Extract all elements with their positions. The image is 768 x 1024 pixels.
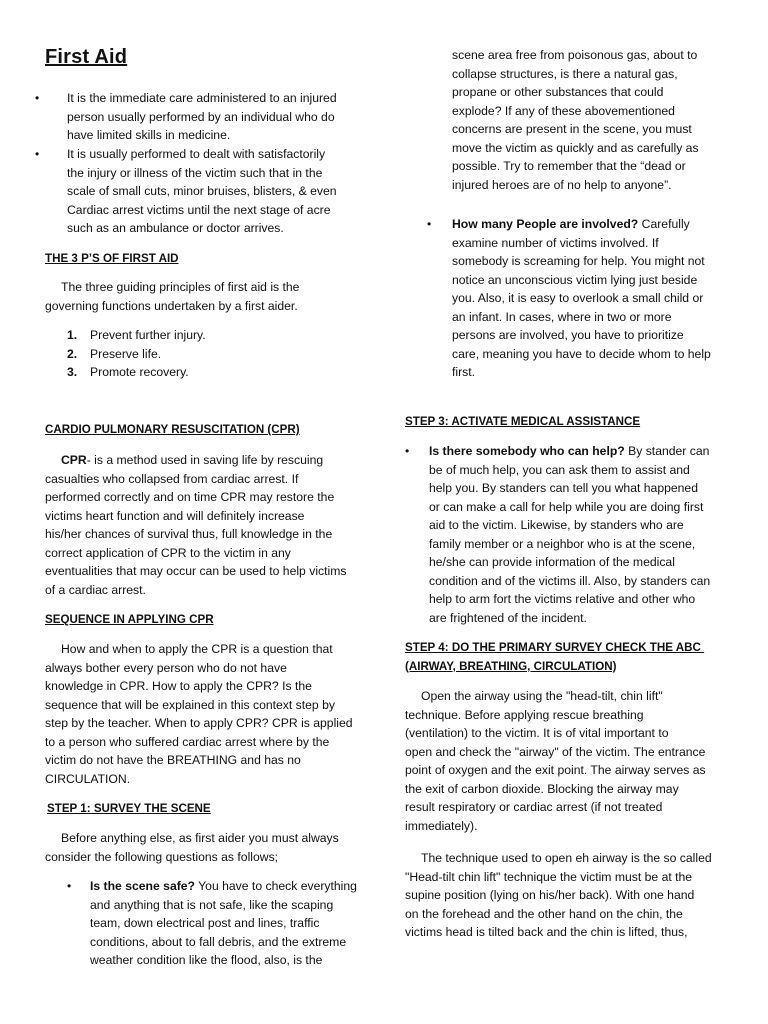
paragraph-line: Open the airway using the "head-tilt, chin lift" (421, 689, 663, 703)
paragraph-line: immediately). (405, 818, 478, 833)
bullet-line: help to arm fort the victims relative and other who (429, 592, 696, 606)
bullet-line: care, meaning you have to decide whom to help (452, 346, 711, 361)
bullet-icon: • (67, 879, 72, 893)
bullet-line: persons are involved, you have to prioritize (452, 328, 684, 342)
list-number: 2. (67, 346, 78, 361)
intro-bullet-2-line: scale of small cuts, minor bruises, blisters, & even (67, 184, 337, 198)
paragraph-line: victim do not have the BREATHING and has no (45, 753, 301, 767)
paragraph-line: CIRCULATION. (45, 771, 131, 786)
scene-safe-question: Is the scene safe? (90, 879, 195, 893)
paragraph-line: The three guiding principles of first aid is the (61, 280, 300, 294)
paragraph-line: victims head is tilted back and the chin is lifted, thus, (405, 925, 688, 939)
bullet-line: examine number of victims involved. If (452, 235, 659, 250)
intro-bullet-2-line: the injury or illness of the victim such that in the (67, 165, 323, 180)
bullet-icon: • (427, 217, 432, 231)
bullet-line: notice an unconscious victim lying just beside (452, 272, 698, 287)
heading-3ps: THE 3 P’S OF FIRST AID (45, 252, 179, 265)
list-item: Prevent further injury. (90, 328, 206, 342)
paragraph-line: CPR- is a method used in saving life by rescuing (61, 453, 324, 467)
heading-step1: STEP 1: SURVEY THE SCENE (47, 802, 211, 815)
bullet-line: or can make a call for help while you are doing first (429, 499, 704, 514)
paragraph-line: The technique used to open eh airway is the so called (421, 851, 712, 865)
paragraph-line: of a cardiac arrest. (45, 582, 146, 597)
bullet-icon: • (405, 444, 410, 458)
bullet-line: he/she can provide information of the medical (429, 555, 675, 569)
bullet-icon: • (35, 147, 40, 161)
bullet-line: team, down electrical post and lines, traffic (90, 916, 320, 930)
list-item: Promote recovery. (90, 365, 189, 379)
bullet-line: injured heroes are of no help to anyone”. (452, 177, 672, 192)
bullet-line: condition and of the victims ill. Also, by standers can (429, 573, 711, 588)
bullet-line: be of much help, you can ask them to assist and (429, 462, 690, 477)
paragraph-line: step by the teacher. When to apply CPR? CPR is applied (45, 716, 353, 730)
paragraph-line: knowledge in CPR. How to apply the CPR? Is the (45, 679, 312, 693)
paragraph-line: point of oxygen and the exit point. The airway serves as (405, 763, 706, 777)
paragraph-line: supine position (lying on his/her back). With one hand (405, 888, 695, 902)
bullet-line: scene area free from poisonous gas, about to (452, 48, 698, 62)
bullet-line: How many People are involved? Carefully (452, 217, 690, 231)
paragraph-line: correct application of CPR to the victim in any (45, 545, 291, 560)
paragraph-line: open and check the "airway" of the victim. The entrance (405, 744, 706, 759)
page-title: First Aid (45, 46, 128, 68)
paragraph-line: victims heart function and will definitely increase (45, 508, 305, 523)
heading-step3: STEP 3: ACTIVATE MEDICAL ASSISTANCE (405, 415, 641, 428)
bullet-line: first. (452, 365, 476, 379)
paragraph-line: his/her chances of survival thus, full knowledge in the (45, 527, 333, 541)
intro-bullet-2-line: such as an ambulance or doctor arrives. (67, 221, 284, 235)
intro-bullet-1-line: have limited skills in medicine. (67, 128, 231, 142)
bullet-line: aid to the victim. Likewise, by standers who are (429, 518, 684, 532)
bullet-line: family member or a neighbor who is at the scene, (429, 536, 696, 551)
heading-cpr: CARDIO PULMONARY RESUSCITATION (CPR) (45, 423, 300, 436)
paragraph-line: always bother every person who do not have (45, 660, 287, 675)
bullet-line: are frightened of the incident. (429, 610, 587, 625)
help-question: Is there somebody who can help? (429, 444, 625, 458)
people-involved-question: How many People are involved? (452, 217, 639, 231)
bullet-line: possible. Try to remember that the “dead or (452, 159, 686, 173)
bullet-line: move the victim as quickly and as carefully as (452, 140, 699, 155)
paragraph-line: on the forehead and the other hand on the chin, the (405, 906, 683, 921)
paragraph-line: governing functions undertaken by a first aider. (45, 298, 298, 313)
paragraph-line: the exit of carbon dioxide. Blocking the airway may (405, 781, 679, 796)
bullet-icon: • (35, 91, 40, 105)
list-number: 1. (67, 328, 78, 342)
heading-sequence: SEQUENCE IN APPLYING CPR (45, 613, 214, 626)
bullet-line: somebody is screaming for help. You might not (452, 254, 705, 268)
bullet-line: Is there somebody who can help? By stander can (429, 444, 710, 458)
paragraph-line: Before anything else, as first aider you must always (61, 831, 339, 845)
bullet-line: explode? If any of these abovementioned (452, 103, 675, 118)
intro-bullet-2-line: Cardiac arrest victims until the next stage of acre (67, 202, 331, 217)
intro-bullet-1-line: person usually performed by an individual who do (67, 109, 335, 124)
bullet-line: weather condition like the flood, also, is the (90, 953, 323, 967)
bullet-line: Is the scene safe? You have to check everything (90, 879, 357, 893)
paragraph-line: How and when to apply the CPR is a question that (61, 642, 333, 656)
bullet-line: propane or other substances that could (452, 85, 664, 99)
intro-bullet-2-line: It is usually performed to dealt with satisfactorily (67, 147, 326, 161)
bullet-line: you. Also, it is easy to overlook a small child or (452, 291, 704, 305)
paragraph-line: sequence that will be explained in this context step by (45, 697, 335, 712)
cpr-term: CPR (61, 453, 87, 467)
bullet-line: and anything that is not safe, like the scaping (90, 897, 334, 912)
paragraph-line: eventualities that may occur can be used to help victims (45, 564, 347, 578)
paragraph-line: to a person who suffered cardiac arrest where by the (45, 734, 330, 749)
bullet-line: concerns are present in the scene, you must (452, 122, 692, 136)
paragraph-line: consider the following questions as follows; (45, 849, 279, 864)
paragraph-line: casualties who collapsed from cardiac arrest. If (45, 471, 299, 486)
heading-step4: (AIRWAY, BREATHING, CIRCULATION) (405, 659, 617, 673)
paragraph-line: "Head-tilt chin lift" technique the victim must be at the (405, 869, 693, 884)
bullet-line: an infant. In cases, where in two or more (452, 309, 672, 324)
heading-step4: STEP 4: DO THE PRIMARY SURVEY CHECK THE ABC (405, 641, 705, 654)
bullet-line: collapse structures, is there a natural gas, (452, 66, 678, 81)
intro-bullet-1-line: It is the immediate care administered to an injured (67, 91, 337, 105)
paragraph-line: technique. Before applying rescue breathing (405, 707, 644, 722)
paragraph-line: performed correctly and on time CPR may restore the (45, 490, 335, 504)
bullet-line: help you. By standers can tell you what happened (429, 481, 698, 495)
list-number: 3. (67, 365, 78, 379)
bullet-line: conditions, about to fall debris, and the extreme (90, 934, 347, 949)
paragraph-line: (ventilation) to the victim. It is of vital important to (405, 726, 669, 740)
list-item: Preserve life. (90, 346, 162, 361)
paragraph-line: result respiratory or cardiac arrest (if not treated (405, 800, 663, 814)
